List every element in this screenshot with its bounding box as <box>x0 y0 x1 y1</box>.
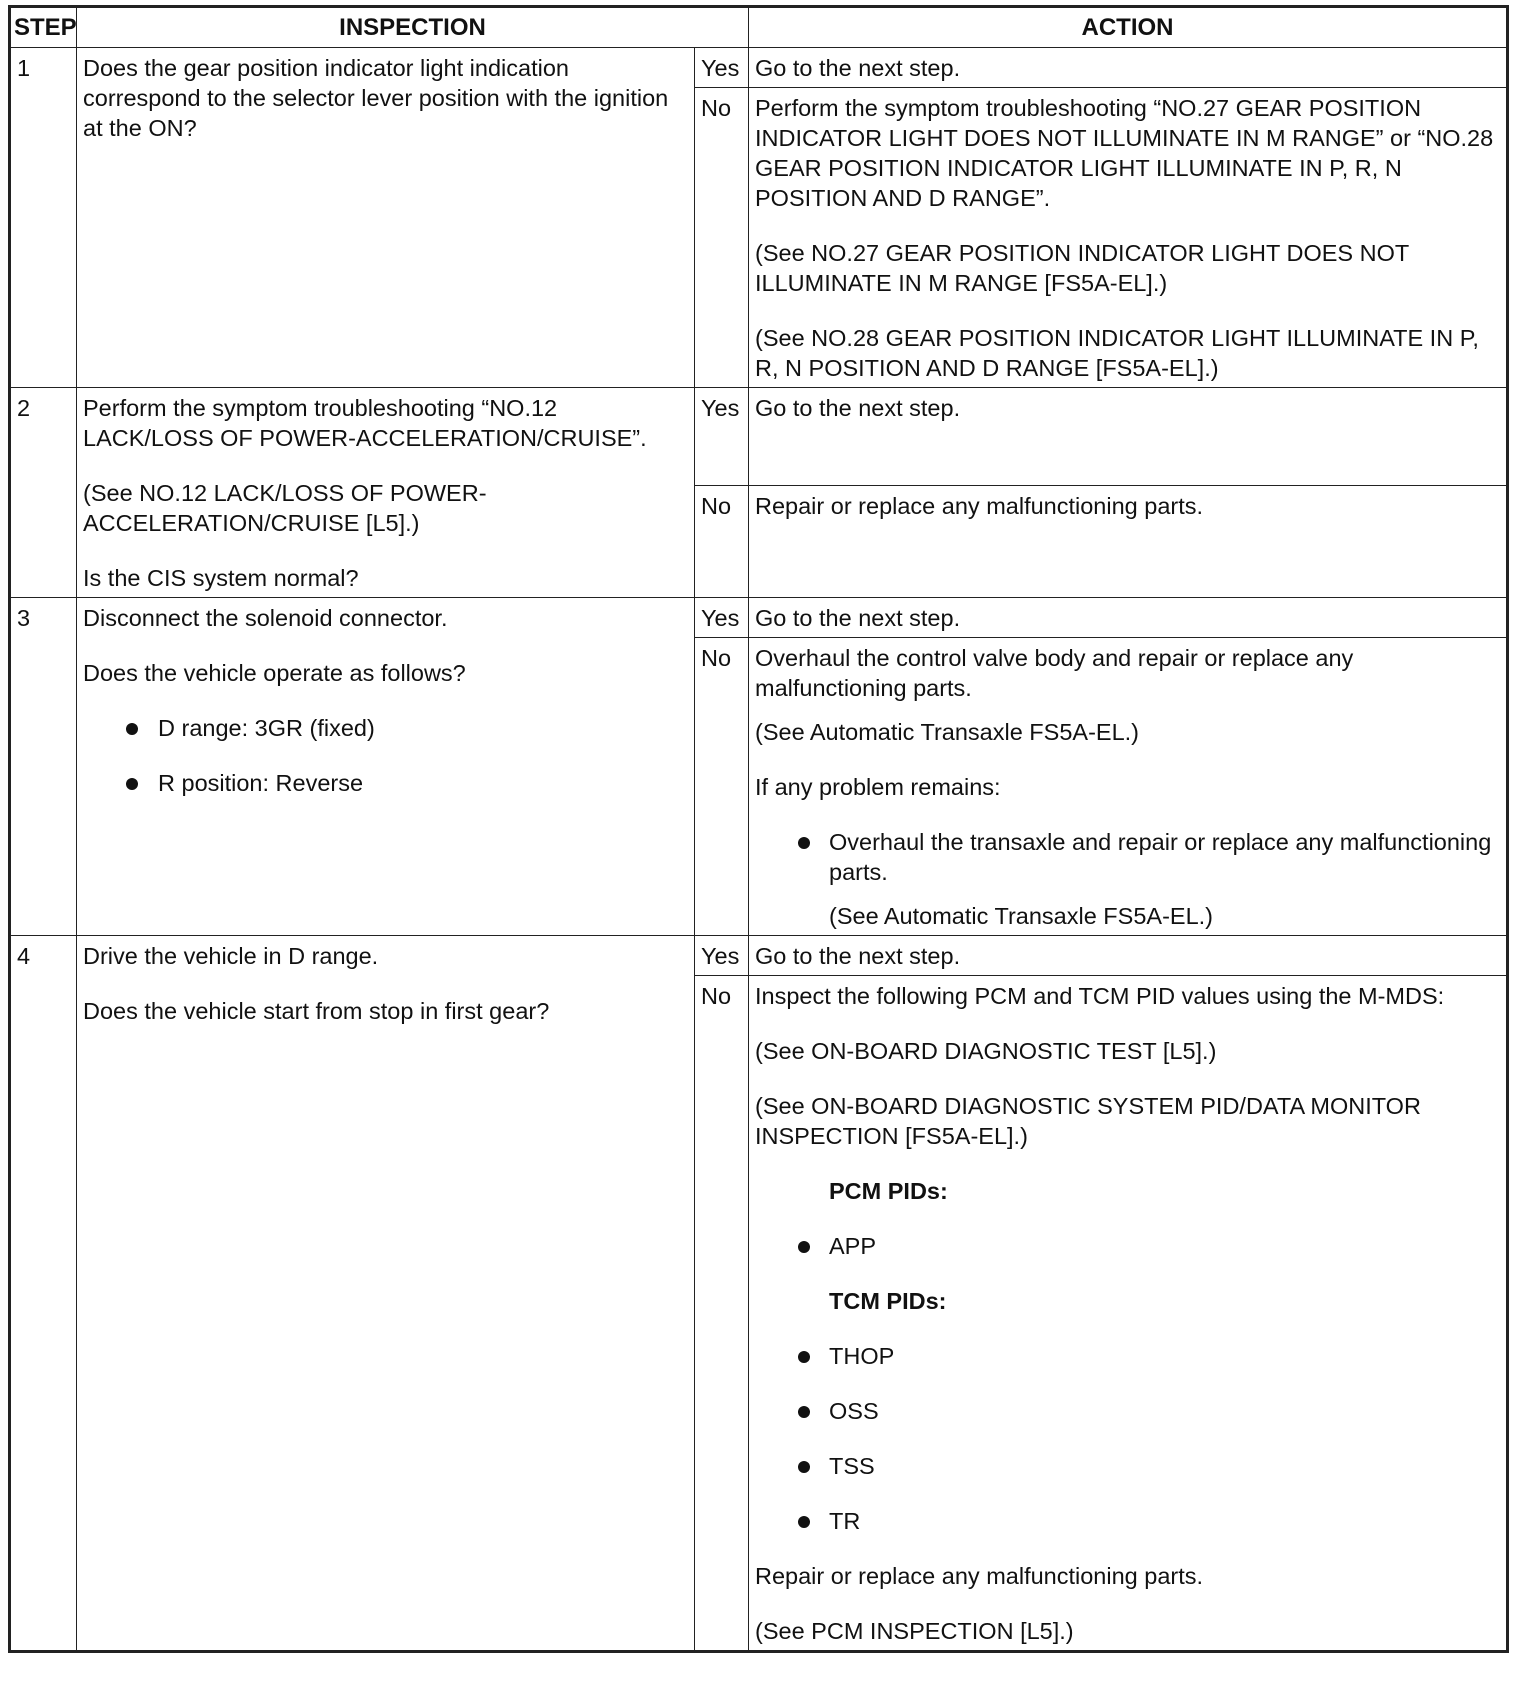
list-item: THOP <box>755 1341 1500 1371</box>
troubleshooting-document <box>8 5 1509 1653</box>
yes-label: Yes <box>695 936 749 976</box>
action-text: If any problem remains: <box>755 774 1001 800</box>
step-number: 2 <box>10 388 77 598</box>
inspection-text: Does the gear position indicator light indication correspond to the selector lever position with the ignition at the ON? <box>83 55 669 141</box>
yes-label: Yes <box>695 48 749 88</box>
diagnostic-table <box>8 5 1509 1653</box>
step-number: 4 <box>10 936 77 1652</box>
no-action-cell <box>749 638 1508 936</box>
inspection-cell <box>77 388 695 598</box>
list-item: Overhaul the transaxle and repair or replace any malfunctioning parts. <box>755 827 1500 887</box>
reference-text: (See Automatic Transaxle FS5A-EL.) <box>829 903 1213 929</box>
inspection-question: Does the vehicle start from stop in first gear? <box>83 998 550 1024</box>
table-header-row <box>10 7 1508 48</box>
step-number: 1 <box>10 48 77 388</box>
list-item: R position: Reverse <box>83 768 688 798</box>
action-text: Overhaul the control valve body and repair or replace any malfunctioning parts. <box>755 645 1354 701</box>
inspection-cell <box>77 598 695 936</box>
yes-action: Go to the next step. <box>749 936 1508 976</box>
list-item: TR <box>755 1506 1500 1536</box>
no-label: No <box>695 486 749 598</box>
inspection-text: Drive the vehicle in D range. <box>83 943 379 969</box>
reference-text: (See ON-BOARD DIAGNOSTIC TEST [L5].) <box>755 1038 1217 1064</box>
header-inspection: INSPECTION <box>77 7 749 48</box>
header-step: STEP <box>10 7 77 48</box>
list-item: OSS <box>755 1396 1500 1426</box>
yes-action: Go to the next step. <box>749 598 1508 638</box>
reference-text: (See NO.27 GEAR POSITION INDICATOR LIGHT DOES NOT ILLUMINATE IN M RANGE [FS5A-EL].) <box>755 240 1409 296</box>
pcm-pid-list <box>755 1231 1500 1261</box>
inspection-text: Disconnect the solenoid connector. <box>83 605 448 631</box>
tcm-pids-heading: TCM PIDs: <box>829 1288 947 1314</box>
table-row <box>10 598 1508 638</box>
no-action: Repair or replace any malfunctioning parts. <box>749 486 1508 598</box>
inspection-cell <box>77 936 695 1652</box>
step-number: 3 <box>10 598 77 936</box>
pcm-pids-heading: PCM PIDs: <box>829 1178 948 1204</box>
no-label: No <box>695 976 749 1652</box>
inspection-question: Does the vehicle operate as follows? <box>83 660 466 686</box>
action-list <box>755 827 1500 887</box>
table-row <box>10 388 1508 486</box>
inspection-text: Perform the symptom troubleshooting “NO.12 LACK/LOSS OF POWER-ACCELERATION/CRUISE”. <box>83 395 647 451</box>
yes-label: Yes <box>695 598 749 638</box>
no-label: No <box>695 638 749 936</box>
list-item: TSS <box>755 1451 1500 1481</box>
inspection-question: Is the CIS system normal? <box>83 565 359 591</box>
yes-action: Go to the next step. <box>749 388 1508 486</box>
table-row <box>10 936 1508 976</box>
list-item: D range: 3GR (fixed) <box>83 713 688 743</box>
table-row <box>10 48 1508 88</box>
no-action-cell <box>749 88 1508 388</box>
condition-list <box>83 713 688 798</box>
reference-text: (See PCM INSPECTION [L5].) <box>755 1618 1074 1644</box>
tcm-pid-list <box>755 1341 1500 1536</box>
list-item: APP <box>755 1231 1500 1261</box>
action-text: Repair or replace any malfunctioning parts. <box>755 1563 1204 1589</box>
reference-text: (See ON-BOARD DIAGNOSTIC SYSTEM PID/DATA MONITOR INSPECTION [FS5A-EL].) <box>755 1093 1421 1149</box>
no-action-cell <box>749 976 1508 1652</box>
action-text: Inspect the following PCM and TCM PID values using the M-MDS: <box>755 983 1445 1009</box>
reference-text: (See NO.28 GEAR POSITION INDICATOR LIGHT ILLUMINATE IN P, R, N POSITION AND D RANGE [FS5A-EL].) <box>755 325 1479 381</box>
inspection-cell <box>77 48 695 388</box>
no-label: No <box>695 88 749 388</box>
yes-action: Go to the next step. <box>749 48 1508 88</box>
action-text: Perform the symptom troubleshooting “NO.27 GEAR POSITION INDICATOR LIGHT DOES NOT ILLUMINATE IN M RANGE” or “NO.28 GEAR POSITION INDICATOR LIGHT ILLUMINATE IN P, R, N POSITION AND D RANGE”. <box>755 95 1494 211</box>
yes-label: Yes <box>695 388 749 486</box>
reference-text: (See Automatic Transaxle FS5A-EL.) <box>755 719 1139 745</box>
reference-text: (See NO.12 LACK/LOSS OF POWER-ACCELERATION/CRUISE [L5].) <box>83 480 487 536</box>
header-action: ACTION <box>749 7 1508 48</box>
